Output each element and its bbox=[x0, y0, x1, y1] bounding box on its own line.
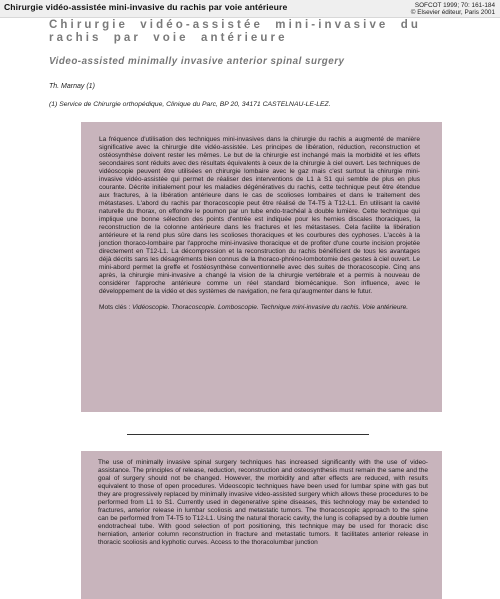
article-title-en: Video-assisted minimally invasive anterior spinal surgery bbox=[49, 56, 345, 67]
abstract-en-text: The use of minimally invasive spinal surgery techniques has increased significantly with the use of video-assistance. The principles of release, reduction, reconstruction and osteosynthesis must remain the same and the goal of surgery should not be changed. However, the morbidity and after effects are reduced, with results equivalent to those of open procedures. Videoscopic techniques have been used for lumbar spine with gas but they are progressively replaced by minimally invasive video-assisted surgery which allows these procedures to be performed from L1 to S1. Currently used in degenerative spine diseases, this technology may be extended to fractures, anterior release in lumbar scoliosis and metastatic tumors. The thoracoscopic approach to the spine can be performed from T4-T5 to T12-L1. Using the natural thoracic cavity, the lung is collapsed by a double lumen endotracheal tube. With good selection of port positioning, this technique may be used for thoracic disc herniation, anterior column reconstruction in fracture and metastatic tumors. It facilitates anterior release in thoracic scoliosis and kyphotic curves. Access to the thoracolumbar junction bbox=[98, 459, 428, 546]
keywords-label: Mots clés : bbox=[99, 304, 131, 311]
copyright-line: © Elsevier éditeur, Paris 2001 bbox=[410, 9, 495, 17]
citation-line: SOFCOT 1999; 70: 161-184 bbox=[414, 2, 495, 9]
journal-citation bbox=[411, 2, 495, 17]
keywords bbox=[99, 304, 420, 312]
header-bar bbox=[0, 0, 500, 18]
author: Th. Marnay (1) bbox=[49, 83, 95, 90]
running-title: Chirurgie vidéo-assistée mini-invasive du rachis par voie antérieure bbox=[4, 2, 288, 12]
section-divider bbox=[127, 434, 369, 435]
abstract-fr-box bbox=[81, 122, 442, 412]
affiliation: (1) Service de Chirurgie orthopédique, Clinique du Parc, BP 20, 34171 CASTELNAU-LE-LEZ. bbox=[49, 101, 331, 108]
abstract-en-box bbox=[81, 451, 442, 599]
article-title-fr: Chirurgie vidéo-assistée mini-invasive du rachis par voie antérieure bbox=[49, 19, 421, 44]
abstract-fr-text: La fréquence d'utilisation des techniques mini-invasives dans la chirurgie du rachis a augmenté de manière significative avec la chirurgie dite vidéo-assistée. Les principes de libération, réduction, reconstruction et ostéosynthèse doivent rester les mêmes. Le but de la chirurgie est inchangé mais la morbidité et les effets secondaires sont réduits avec des résultats équivalents à ceux de la chirurgie à ciel ouvert. Les techniques de vidéoscopie peuvent être utilisées en chirurgie lombaire avec le gaz mais c'est surtout la chirurgie mini-invasive vidéo-assistée qui permet de réaliser des interventions de L1 à S1 qui semble de plus en plus courante. Décrite initialement pour les maladies dégénératives du rachis, cette technique peut être étendue aux fractures, à la libération antérieure dans le cas de scolioses lombaires et dans le traitement des métastases. L'abord du rachis par thoracoscopie peut être réalisé de T4-T5 à T12-L1. En utilisant la cavité naturelle du thorax, on effondre le poumon par un tube endo-trachéal à double lumière. Cette technique qui implique une bonne sélection des points d'entrée est indiquée pour les hernies discales thoraciques, la reconstruction de la colonne antérieure dans les fractures et les métastases. Cela facilite la libération antérieure et la rend plus sûre dans les scolioses thoraciques et les courbures des cyphoses. L'accès à la jonction thoraco-lombaire par l'approche mini-invasive thoracique et de profiter d'une courte incision projetée directement en T12-L1. La décompression et la reconstruction du rachis bénéficient de tous les avantages déjà décrits sans les désagréments bien connus de la thoraco-phréno-lombotomie des gestes à ciel ouvert. Le mini-abord permet la greffe et l'ostéosynthèse conventionnelle avec des suites de thoracoscopie. Cinq ans après, la chirurgie mini-invasive a changé la vision de la chirurgie vertébrale et a permis à nouveau de considérer l'approche antérieure comme un réel standard biomécanique. Son influence, avec le développement de la vidéo et des systèmes de navigation, ne fera qu'augmenter dans le futur. bbox=[99, 136, 420, 295]
keywords-terms: Vidéoscopie. Thoracoscopie. Lomboscopie. Technique mini-invasive du rachis. Voie antérieure. bbox=[132, 304, 409, 311]
